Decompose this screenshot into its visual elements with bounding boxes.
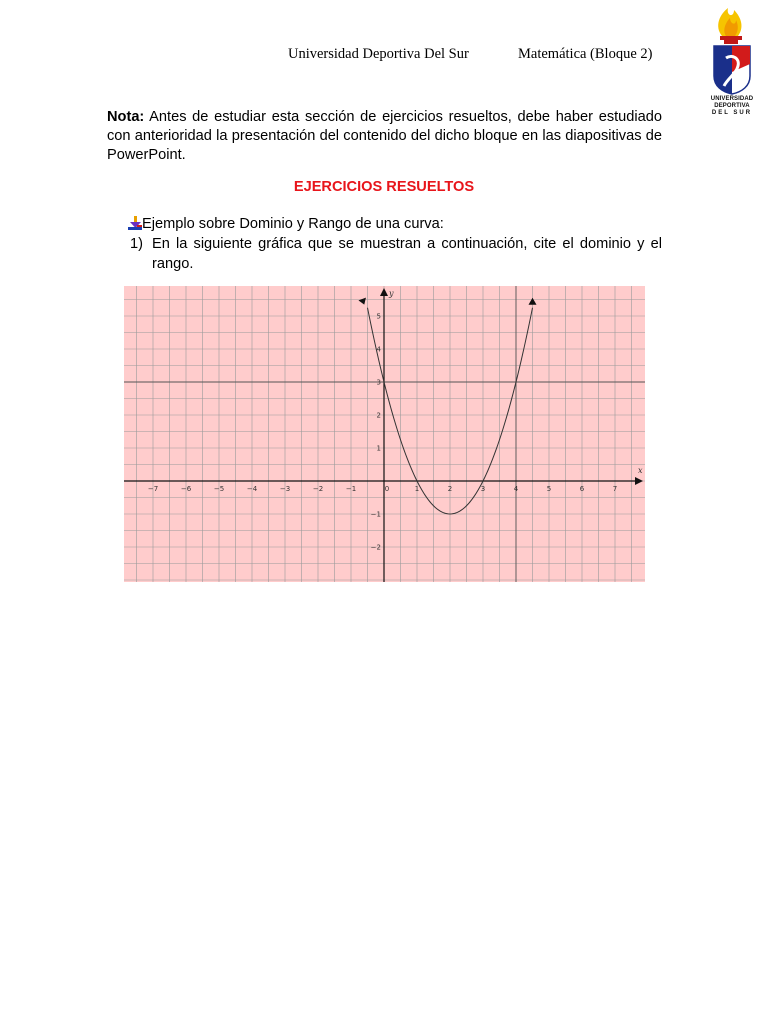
- university-logo: [704, 6, 760, 122]
- y-tick-label: 5: [376, 312, 381, 321]
- x-tick-label: 7: [612, 485, 618, 493]
- x-tick-label: 5: [546, 485, 552, 493]
- x-tick-label: 3: [480, 485, 486, 493]
- note-text: Antes de estudiar esta sección de ejercicios resueltos, debe haber estudiado con anterioridad la presentación del contenido del dicho bloque en las diapositivas de PowerPoint.: [107, 109, 662, 163]
- note-label: Nota:: [107, 109, 145, 125]
- x-tick-label: −3: [279, 485, 291, 493]
- logo-text-line3: DEL SUR: [711, 110, 753, 116]
- x-tick-label: −4: [246, 485, 258, 493]
- example-bullet: [128, 216, 444, 232]
- torch-shield-logo-icon: [704, 6, 760, 96]
- y-tick-label: 2: [376, 411, 381, 420]
- y-tick-label: 1: [376, 444, 381, 453]
- exercise-number: 1): [130, 236, 143, 252]
- note-paragraph: [107, 108, 662, 165]
- university-name: Universidad Deportiva Del Sur: [288, 46, 469, 62]
- logo-text-line1: UNIVERSIDAD: [710, 96, 754, 102]
- y-tick-label: 3: [376, 378, 381, 387]
- y-tick-label: −1: [370, 510, 381, 519]
- x-tick-label: −5: [213, 485, 225, 493]
- example-bullet-text: Ejemplo sobre Dominio y Rango de una curva:: [142, 216, 444, 232]
- page-header: [288, 46, 653, 63]
- x-tick-label: 2: [447, 485, 453, 493]
- bullet-arrow-icon: [128, 216, 142, 230]
- parabola-graph: [124, 286, 645, 582]
- subject-title: Matemática (Bloque 2): [518, 46, 653, 62]
- exercise-text: En la siguiente gráfica que se muestran a continuación, cite el dominio y el rango.: [152, 236, 662, 272]
- y-tick-label: −2: [370, 543, 381, 552]
- x-tick-label: 4: [513, 485, 519, 493]
- x-tick-label: 1: [414, 485, 420, 493]
- x-tick-label: 6: [579, 485, 585, 493]
- x-tick-label: −7: [147, 485, 159, 493]
- x-tick-label: 0: [384, 485, 390, 493]
- x-tick-label: −6: [180, 485, 192, 493]
- x-tick-label: −1: [345, 485, 357, 493]
- section-title: EJERCICIOS RESUELTOS: [293, 179, 475, 195]
- logo-text-line2: DEPORTIVA: [714, 103, 750, 109]
- y-tick-label: 4: [376, 345, 381, 354]
- x-axis-label: x: [638, 466, 643, 475]
- y-axis-label: y: [389, 289, 394, 298]
- x-tick-label: −2: [312, 485, 324, 493]
